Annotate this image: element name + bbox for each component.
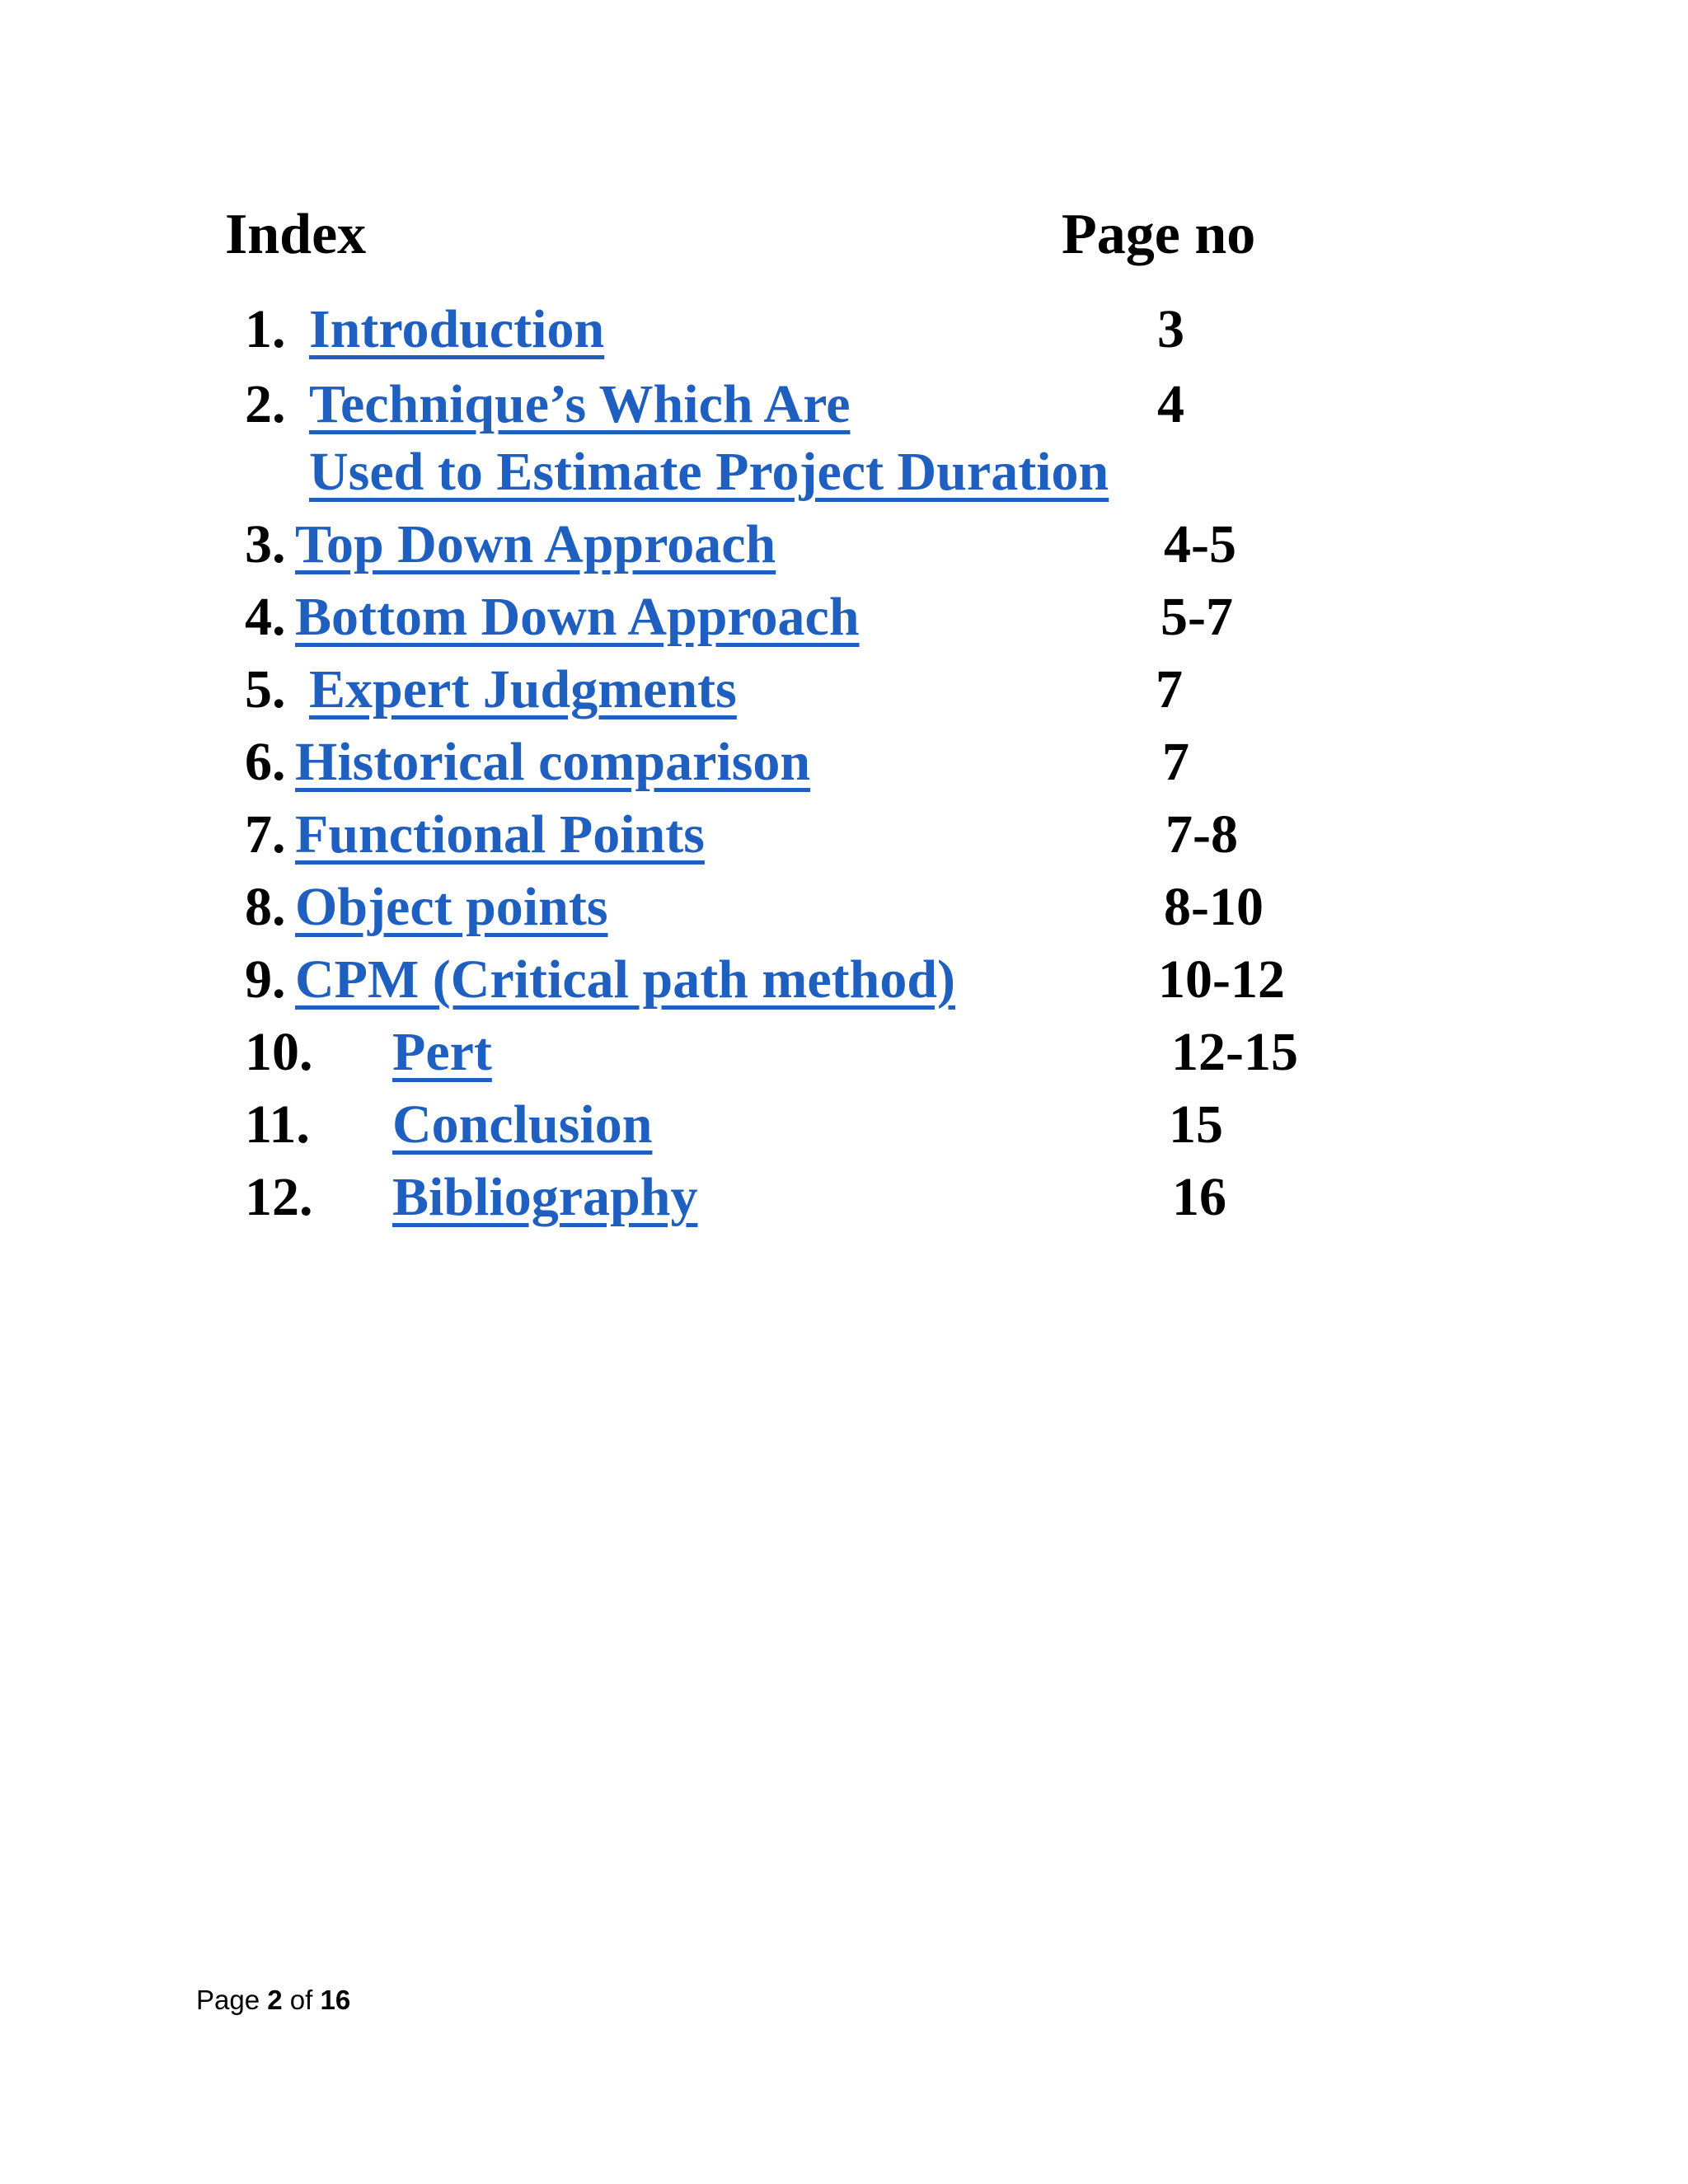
toc-entry bbox=[0, 798, 1688, 872]
entry-page: 4-5 bbox=[1164, 514, 1236, 574]
entry-number: 6. bbox=[245, 732, 286, 792]
toc-entry bbox=[0, 943, 1688, 1017]
entry-page: 5-7 bbox=[1160, 587, 1233, 647]
entry-link-historical-comparison[interactable]: Historical comparison bbox=[295, 732, 811, 792]
entry-link-techniques[interactable]: Technique’s Which Are bbox=[309, 374, 851, 434]
entry-link-introduction[interactable]: Introduction bbox=[309, 299, 605, 359]
entry-link-techniques-line2[interactable]: Used to Estimate Project Duration bbox=[309, 442, 1109, 502]
toc-entry bbox=[0, 508, 1688, 582]
entry-page: 7 bbox=[1162, 732, 1189, 792]
index-heading: Index bbox=[225, 203, 367, 266]
entry-page: 8-10 bbox=[1164, 877, 1264, 937]
entry-link-object-points[interactable]: Object points bbox=[295, 877, 608, 937]
page-footer bbox=[196, 1982, 350, 2018]
toc-entry bbox=[0, 580, 1688, 654]
entry-page: 7 bbox=[1156, 659, 1183, 719]
footer-total-pages: 16 bbox=[320, 1985, 351, 2015]
toc-entry bbox=[0, 870, 1688, 944]
toc-entry bbox=[0, 725, 1688, 799]
entry-page: 4 bbox=[1157, 374, 1184, 434]
toc-entry bbox=[0, 1160, 1688, 1235]
entry-link-bibliography[interactable]: Bibliography bbox=[392, 1167, 698, 1227]
toc-entry bbox=[0, 1088, 1688, 1162]
entry-number: 12. bbox=[245, 1167, 313, 1227]
footer-prefix: Page bbox=[196, 1985, 268, 2015]
entry-page: 15 bbox=[1169, 1094, 1223, 1155]
entry-link-cpm[interactable]: CPM (Critical path method) bbox=[295, 949, 956, 1010]
toc-entry bbox=[0, 1015, 1688, 1090]
footer-current-page: 2 bbox=[267, 1985, 283, 2015]
entry-page: 16 bbox=[1172, 1167, 1226, 1227]
entry-page: 12-15 bbox=[1171, 1022, 1298, 1082]
entry-number: 5. bbox=[245, 659, 286, 719]
footer-middle: of bbox=[282, 1985, 321, 2015]
entry-page: 3 bbox=[1157, 299, 1184, 359]
page-no-heading: Page no bbox=[1062, 203, 1256, 266]
entry-link-expert-judgments[interactable]: Expert Judgments bbox=[309, 659, 737, 719]
toc-entry bbox=[0, 653, 1688, 727]
toc-entry bbox=[0, 368, 1688, 502]
toc-entry bbox=[0, 293, 1688, 367]
entry-link-pert[interactable]: Pert bbox=[392, 1022, 492, 1082]
entry-link-top-down-approach[interactable]: Top Down Approach bbox=[295, 514, 776, 574]
entry-number: 9. bbox=[245, 949, 286, 1010]
entry-number: 8. bbox=[245, 877, 286, 937]
entry-number: 1. bbox=[245, 299, 286, 359]
entry-number: 2. bbox=[245, 374, 286, 434]
entry-number: 3. bbox=[245, 514, 286, 574]
entry-page: 7-8 bbox=[1165, 804, 1238, 865]
entry-page: 10-12 bbox=[1158, 949, 1285, 1010]
entry-number: 4. bbox=[245, 587, 286, 647]
entry-link-conclusion[interactable]: Conclusion bbox=[392, 1094, 653, 1155]
entry-number: 10. bbox=[245, 1022, 313, 1082]
entry-number: 7. bbox=[245, 804, 286, 865]
entry-number: 11. bbox=[245, 1094, 310, 1155]
entry-link-bottom-down-approach[interactable]: Bottom Down Approach bbox=[295, 587, 860, 647]
entry-link-functional-points[interactable]: Functional Points bbox=[295, 804, 705, 865]
